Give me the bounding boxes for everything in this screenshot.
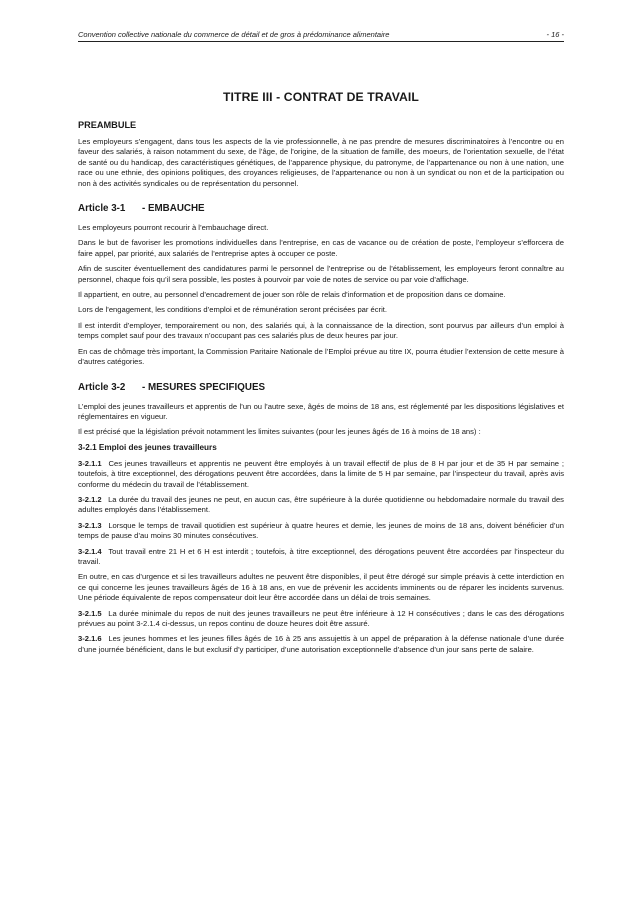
article-number: Article 3-2 bbox=[78, 381, 126, 393]
paragraph: L’emploi des jeunes travailleurs et apprentis de l’un ou l’autre sexe, âgés de moins de 18 ans, est réglementé par les dispositions législatives et réglementaires en vigueur. bbox=[78, 401, 564, 421]
clause-text: Les jeunes hommes et les jeunes filles âgés de 16 à 25 ans assujettis à un appel de préparation à la défense nationale d’une durée d’une journée bénéficient, dans le but exclusif d’y participer, d’une autorisation exceptionnelle d’absence d’un jour sans perte de salaire. bbox=[78, 634, 564, 654]
preambule-text: Les employeurs s’engagent, dans tous les aspects de la vie professionnelle, à ne pas prendre de mesures discriminatoires à l’encontre ou en faveur des salariés, à raison notamment du sexe, de l’âge, de l’origine, de la situation de famille, des moeurs, de l’orientation sexuelle, de l’état de santé ou du handicap, des caractéristiques génétiques, de l’apparence physique, du patronyme, de l’appartenance ou non à une nation, une race ou une ethnie, des opinions politiques, des croyances religieuses, de l’appartenance ou non à un syndicat ou non et de la participation ou non à des activités syndicales ou de représentation du personnel. bbox=[78, 137, 564, 188]
paragraph: Dans le but de favoriser les promotions individuelles dans l’entreprise, en cas de vacance ou de création de poste, l’employeur s’efforcera de faire appel, par priorité, aux salariés de l’entreprise aptes à occuper ce poste. bbox=[78, 238, 564, 258]
clause bbox=[78, 547, 564, 568]
header-title: Convention collective nationale du commerce de détail et de gros à prédominance alimentaire bbox=[78, 30, 390, 39]
page-number: - 16 - bbox=[546, 30, 564, 39]
paragraph: Lors de l’engagement, les conditions d’emploi et de rémunération seront précisées par écrit. bbox=[78, 305, 387, 315]
running-header bbox=[78, 30, 564, 42]
subsection-heading: 3-2.1 Emploi des jeunes travailleurs bbox=[78, 442, 217, 452]
paragraph: Il appartient, en outre, au personnel d’encadrement de jouer son rôle de relais d’information et de proposition dans ce domaine. bbox=[78, 290, 506, 300]
paragraph: Les employeurs pourront recourir à l’embauchage direct. bbox=[78, 223, 269, 233]
clause bbox=[78, 495, 564, 516]
clause bbox=[78, 521, 564, 542]
article-title: - EMBAUCHE bbox=[142, 203, 205, 215]
clause-number: 3-2.1.1 bbox=[78, 458, 102, 468]
clause-number: 3-2.1.4 bbox=[78, 546, 102, 556]
paragraph: Afin de susciter éventuellement des candidatures parmi le personnel de l’entreprise ou de l’établissement, les employeurs feront connaître au personnel, chaque fois qu’il sera possible, les postes à pourvoir par voie de notes de service ou par voie d’affichage. bbox=[78, 264, 564, 284]
clause bbox=[78, 459, 564, 490]
paragraph: En cas de chômage très important, la Commission Paritaire Nationale de l’Emploi prévue au titre IX, pourra étudier l’extension de cette mesure à d’autres catégories. bbox=[78, 346, 564, 367]
clause bbox=[78, 634, 564, 655]
clause-number: 3-2.1.2 bbox=[78, 494, 102, 504]
preambule-heading: PREAMBULE bbox=[78, 120, 137, 130]
paragraph: En outre, en cas d’urgence et si les travailleurs adultes ne peuvent être disponibles, il peut être dérogé sur simple préavis à cette interdiction en ce qui concerne les jeunes travailleurs âgés de 16 à 18 ans, en vue de prévenir les accidents imminents ou de réparer les incidents survenus. Une période équivalente de repos compensateur doit leur être accordée dans un délai de trois semaines. bbox=[78, 572, 564, 603]
clause-text: Ces jeunes travailleurs et apprentis ne peuvent être employés à un travail effectif de plus de 8 H par jour et de 35 H par semaine ; toutefois, à titre exceptionnel, des dérogations peuvent être accordées, dans la limite de 5 H par semaine, par l’inspecteur du travail, après avis conforme du médecin du travail de l’établissement. bbox=[78, 458, 564, 489]
article-title: - MESURES SPECIFIQUES bbox=[142, 381, 266, 393]
clause-number: 3-2.1.5 bbox=[78, 608, 102, 618]
clause-text: Tout travail entre 21 H et 6 H est interdit ; toutefois, à titre exceptionnel, des dérogations peuvent être accordées par l’inspecteur du travail. bbox=[78, 546, 564, 566]
clause bbox=[78, 609, 564, 630]
clause-text: La durée du travail des jeunes ne peut, en aucun cas, être supérieure à la durée quotidienne ou hebdomadaire normale du travail des adultes employés dans l’établissement. bbox=[78, 494, 564, 515]
clause-text: Lorsque le temps de travail quotidien est supérieur à quatre heures et demie, les jeunes de moins de 18 ans, doivent bénéficier d’un temps de pause d’au moins 30 minutes consécutives. bbox=[78, 520, 564, 541]
clause-text: La durée minimale du repos de nuit des jeunes travailleurs ne peut être inférieure à 12 H consécutives ; dans le cas des dérogations prévues au point 3-2.1.4 ci-dessus, un repos continu de douze heures doit être assuré. bbox=[78, 608, 564, 628]
clause-number: 3-2.1.6 bbox=[78, 634, 102, 644]
article-3-2-heading bbox=[78, 382, 564, 393]
paragraph: Il est interdit d’employer, temporairement ou non, des salariés qui, à la connaissance de la direction, sont pourvus par ailleurs d’un emploi à temps complet sauf pour des travaux n’occupant pas ces salariés plus de deux heures par jour. bbox=[78, 320, 564, 341]
clause-number: 3-2.1.3 bbox=[78, 520, 102, 530]
article-3-1-heading bbox=[78, 203, 564, 214]
document-title: TITRE III - CONTRAT DE TRAVAIL bbox=[223, 90, 419, 104]
document-page bbox=[78, 30, 564, 660]
article-number: Article 3-1 bbox=[78, 203, 126, 215]
paragraph: Il est précisé que la législation prévoit notamment les limites suivantes (pour les jeunes âgés de 16 à moins de 18 ans) : bbox=[78, 427, 481, 437]
